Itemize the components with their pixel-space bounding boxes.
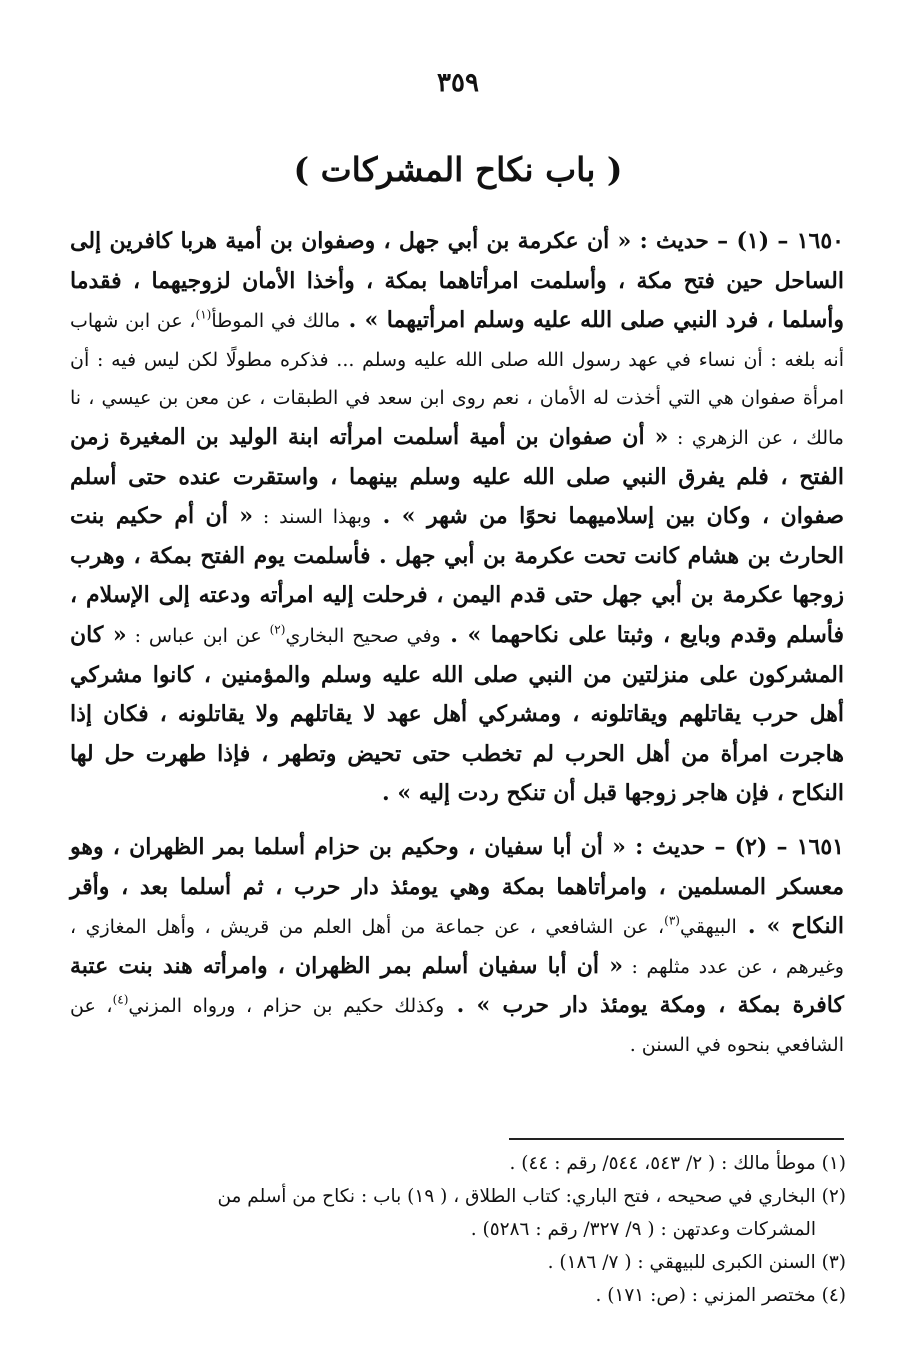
text-segment: عن ابن عباس : xyxy=(126,624,270,647)
text-segment: وبهذا السند : xyxy=(253,506,372,529)
footnote-1: (١) موطأ مالك : ( ٢/ ٥٤٣، ٥٤٤/ رقم : ٤٤) . xyxy=(509,1153,846,1174)
footnote-marker: (٣) xyxy=(664,913,680,928)
text-segment: البيهقي xyxy=(679,916,737,939)
text-segment: وكذلك حكيم بن حزام ، ورواه المزني xyxy=(128,995,445,1018)
text-segment: مالك في الموطأ xyxy=(211,310,341,333)
text-segment: ١٦٥٠ – (١) – حديث : « أن عكرمة بن أبي جهل ، وصفوان بن أمية هربا كافرين إلى الساحل حين فتح مكة ، وأسلمت امرأتاهما بمكة ، وأخذا الأمان لزوجيهما ، فقدما وأسلما ، فرد النبي صلى الله عليه وسلم امرأتيهما » . xyxy=(70,228,845,334)
body-text xyxy=(70,222,844,1064)
text-segment: ، عن الشافعي بنحوه في السنن . xyxy=(70,995,844,1056)
hadith-paragraph-1651 xyxy=(70,828,844,1065)
text-segment: ، عن ابن شهاب أنه بلغه : أن نساء في عهد رسول الله صلى الله عليه وسلم ... فذكره مطولًا لكن ليس فيه : أن امرأة صفوان هي التي أخذت له الأمان ، نعم روى ابن سعد في الطبقات ، عن معن بن عيسي ، نا مالك ، عن الزهري : xyxy=(70,310,844,449)
footnote-4: (٤) مختصر المزني : (ص: ١٧١) . xyxy=(595,1285,846,1306)
page-number: ٣٥٩ xyxy=(437,68,479,98)
chapter-title: ( باب نكاح المشركات ) xyxy=(293,150,623,189)
text-segment: ، عن الشافعي ، عن جماعة من أهل العلم من قريش ، وأهل المغازي ، وغيرهم ، عن عدد مثلهم : xyxy=(70,916,844,978)
footnotes xyxy=(72,1147,846,1312)
text-segment: « أن أبا سفيان أسلم بمر الظهران ، وامرأته هند بنت عتبة كافرة بمكة ، ومكة يومئذ دار حرب » . xyxy=(70,952,844,1019)
hadith-paragraph-1650 xyxy=(70,222,844,814)
footnote-marker: (٤) xyxy=(112,992,129,1007)
text-segment: « أن صفوان بن أمية أسلمت امرأته ابنة الوليد بن المغيرة زمن الفتح ، فلم يفرق النبي صلى الله عليه وسلم بينهما ، واستقرت عنده حتى أسلم صفوان ، وكان بين إسلاميهما نحوًا من شهر » . xyxy=(70,423,844,530)
text-segment: وفي صحيح البخاري xyxy=(285,624,441,647)
footnote-marker: (١) xyxy=(195,307,212,322)
text-segment: ١٦٥١ – (٢) – حديث : « أن أبا سفيان ، وحكيم بن حزام أسلما بمر الظهران ، وهو معسكر المسلمين ، وامرأتاهما بمكة وهي يومئذ دار حرب ، ثم أسلما بعد ، وأقر النكاح » . xyxy=(70,833,844,940)
footnote-2-continued: المشركات وعدتهن : ( ٩/ ٣٢٧/ رقم : ٥٢٨٦) . xyxy=(470,1219,816,1240)
footnote-marker: (٢) xyxy=(269,622,286,637)
text-segment: « أن أم حكيم بنت الحارث بن هشام كانت تحت عكرمة بن أبي جهل . فأسلمت يوم الفتح بمكة ، وهرب زوجها عكرمة بن أبي جهل حتى قدم اليمن ، فرحلت إليه امرأته ودعته إلى الإسلام ، فأسلم وقدم وبايع ، وثبتا على نكاحهما » . xyxy=(70,503,844,648)
footnote-2: (٢) البخاري في صحيحه ، فتح الباري: كتاب الطلاق ، ( ١٩) باب : نكاح من أسلم من xyxy=(217,1186,846,1207)
footnote-3: (٣) السنن الكبرى للبيهقي : ( ٧/ ١٨٦) . xyxy=(547,1252,846,1273)
footnote-divider xyxy=(509,1138,844,1140)
text-segment: « كان المشركون على منزلتين من النبي صلى الله عليه وسلم والمؤمنين ، كانوا مشركي أهل حرب يقاتلهم ويقاتلونه ، ومشركي أهل عهد لا يقاتلهم ولا يقاتلونه ، فكان إذا هاجرت امرأة من أهل الحرب لم تخطب حتى تحيض وتطهر ، فإذا طهرت حل لها النكاح ، فإن هاجر زوجها قبل أن تنكح ردت إليه » . xyxy=(70,621,844,807)
